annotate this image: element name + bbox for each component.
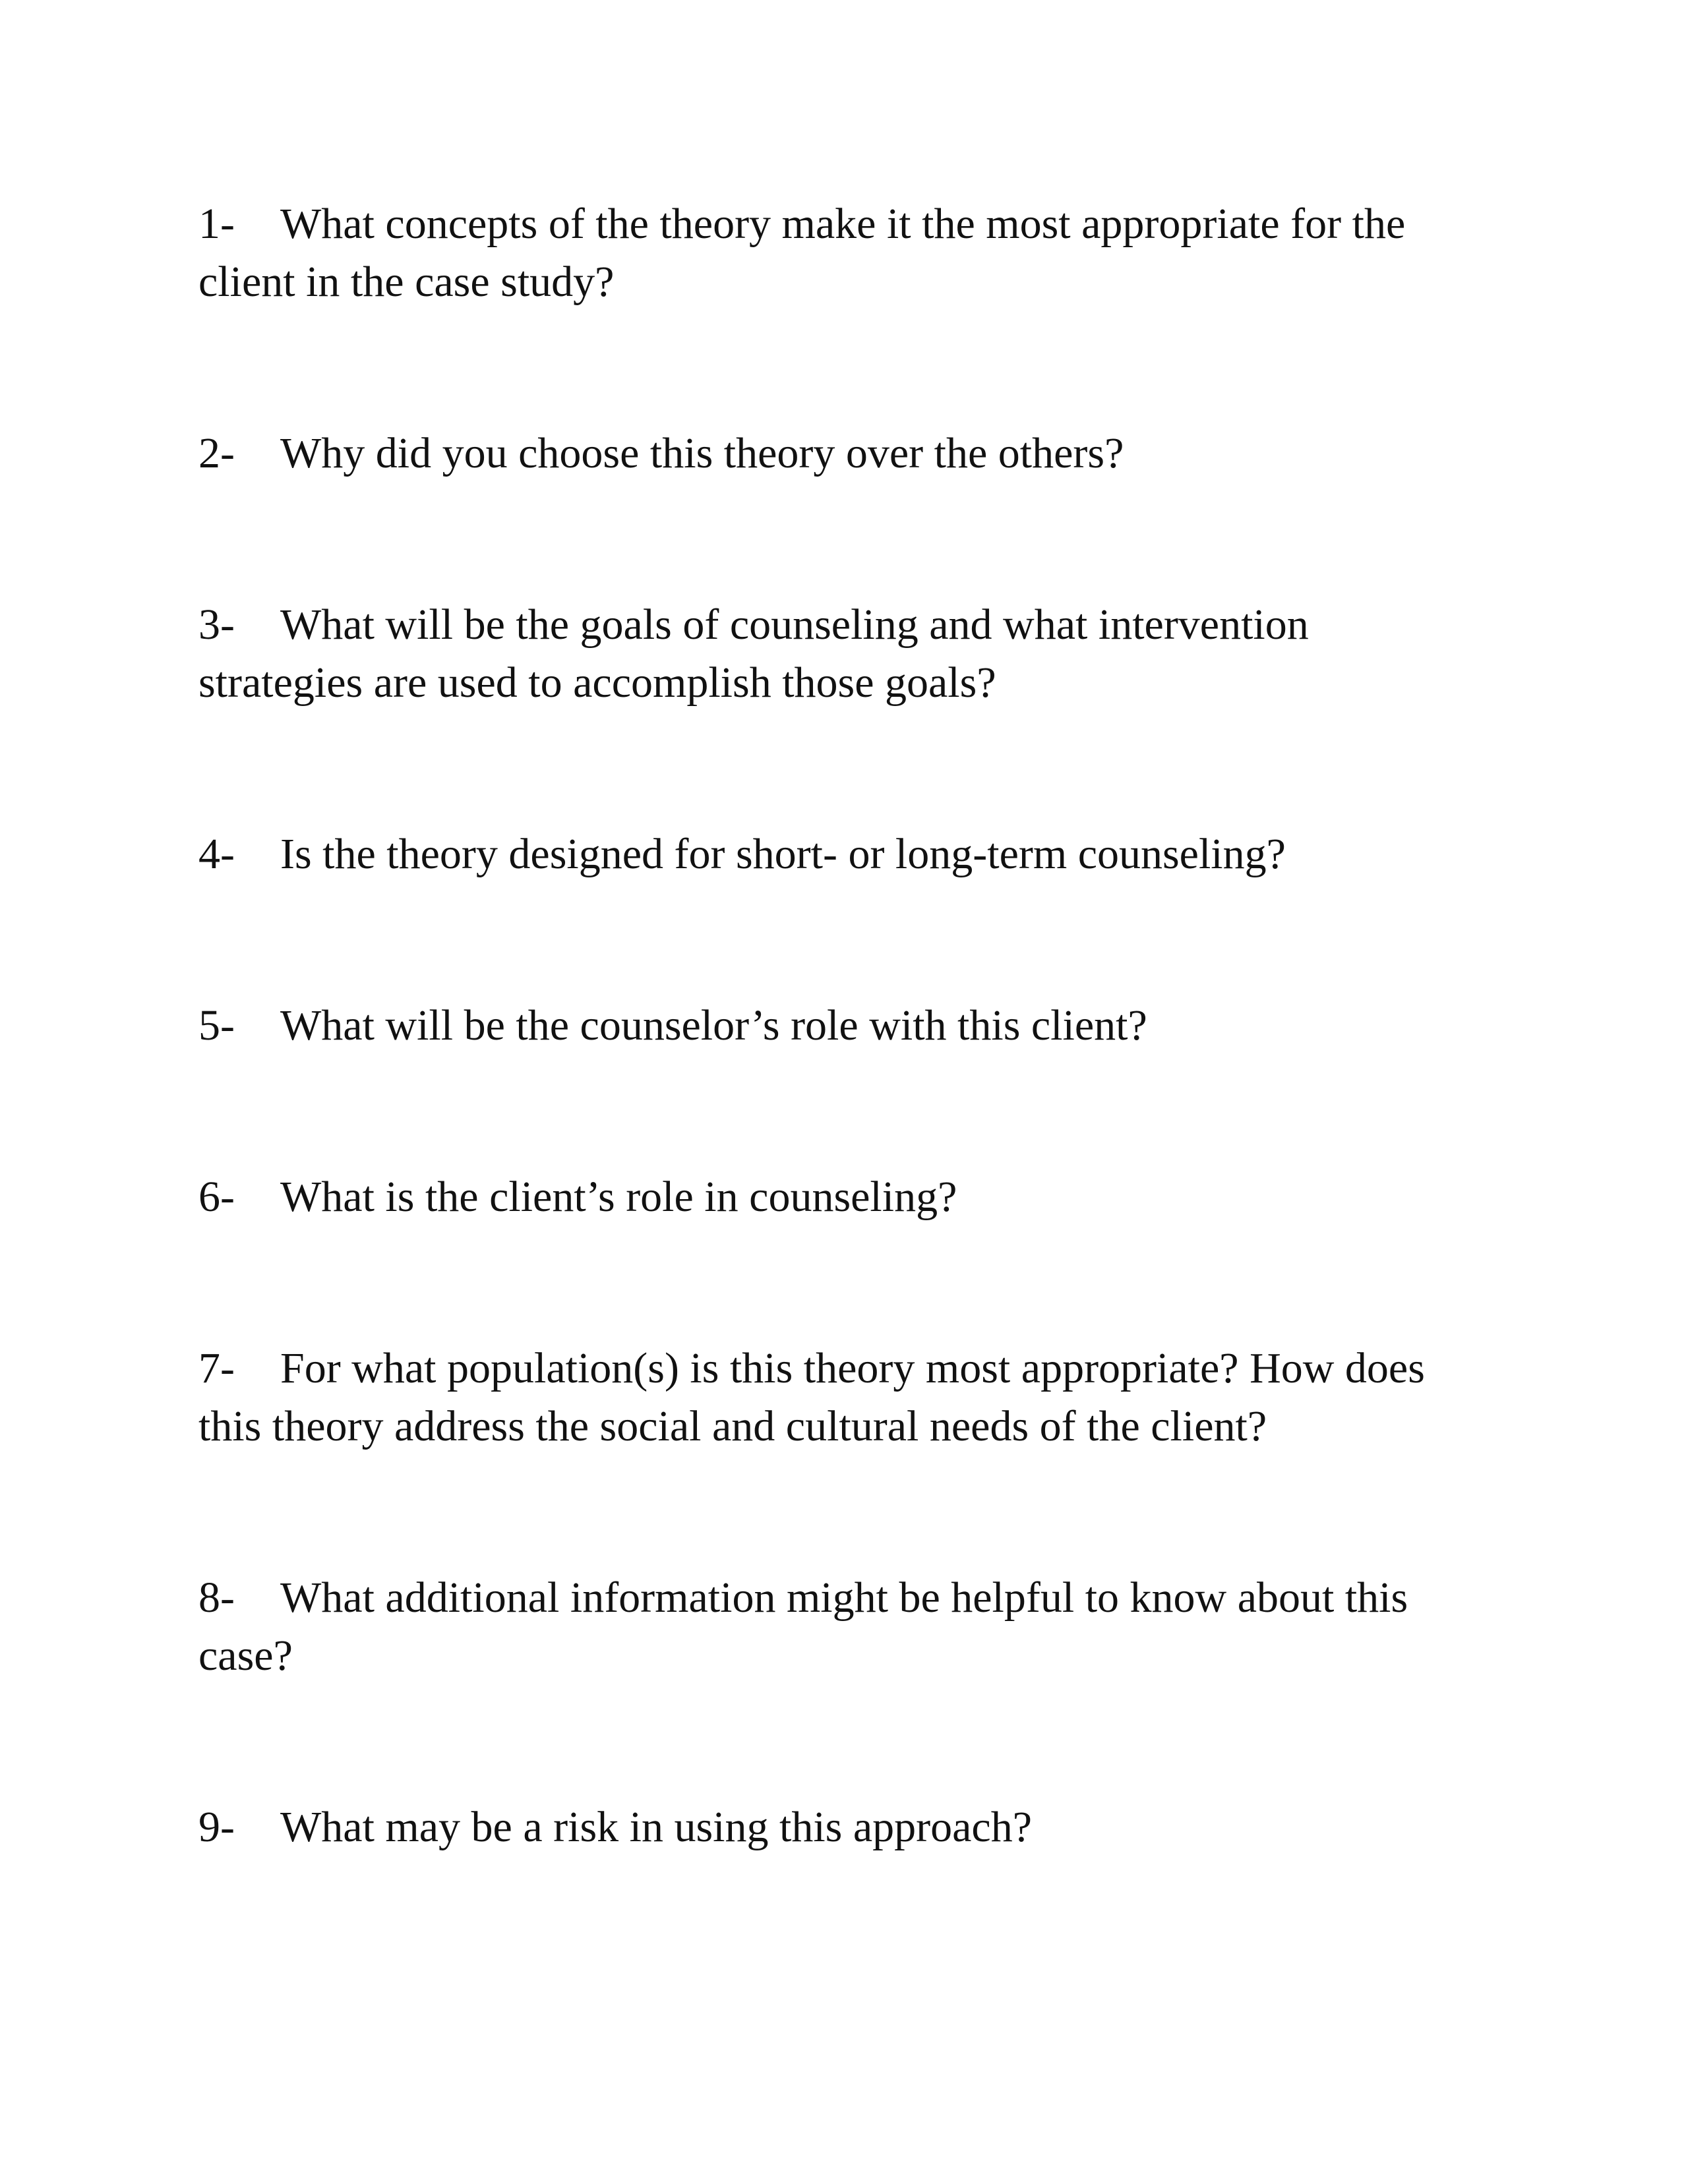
question-8 <box>198 1569 1471 1685</box>
question-1-number: 1- <box>198 200 235 248</box>
question-3-text: What will be the goals of counseling and what intervention strategies are used to accomplish those goals? <box>198 601 1309 707</box>
question-3 <box>198 596 1471 712</box>
question-8-number: 8- <box>198 1574 235 1622</box>
question-6-text: What is the client’s role in counseling? <box>280 1173 957 1221</box>
question-7-text: For what population(s) is this theory most appropriate? How does this theory address the social and cultural needs of the client? <box>198 1344 1425 1450</box>
question-4 <box>198 825 1471 883</box>
question-2-text: Why did you choose this theory over the others? <box>280 429 1124 477</box>
question-7 <box>198 1340 1471 1456</box>
question-7-number: 7- <box>198 1344 235 1392</box>
question-9 <box>198 1798 1471 1856</box>
question-4-number: 4- <box>198 830 235 878</box>
question-2-number: 2- <box>198 429 235 477</box>
question-1-text: What concepts of the theory make it the most appropriate for the client in the case study? <box>198 200 1406 306</box>
question-5-text: What will be the counselor’s role with this client? <box>280 1001 1147 1049</box>
question-2 <box>198 425 1471 483</box>
question-4-text: Is the theory designed for short- or long-term counseling? <box>280 830 1286 878</box>
question-3-number: 3- <box>198 601 235 649</box>
question-9-text: What may be a risk in using this approach? <box>280 1803 1033 1851</box>
question-8-text: What additional information might be helpful to know about this case? <box>198 1574 1408 1680</box>
question-5-number: 5- <box>198 1001 235 1049</box>
question-1 <box>198 195 1471 311</box>
question-6-number: 6- <box>198 1173 235 1221</box>
question-9-number: 9- <box>198 1803 235 1851</box>
question-6 <box>198 1168 1471 1226</box>
question-5 <box>198 997 1471 1055</box>
